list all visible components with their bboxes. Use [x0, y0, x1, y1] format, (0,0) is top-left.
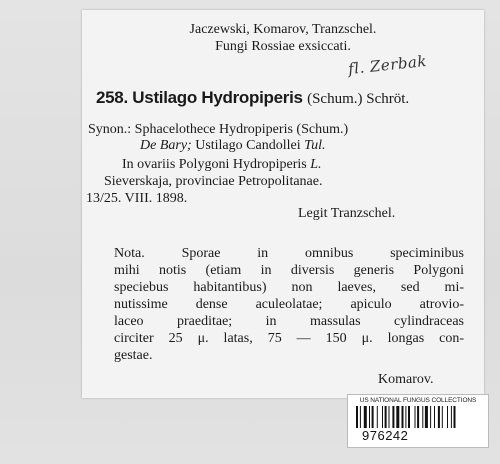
handwritten-annotation: fl. Zerbak: [347, 51, 428, 79]
synonym-authority-tul: Tul.: [304, 138, 326, 153]
nota-line-1: Nota. Sporae in omnibus speciminibus: [114, 246, 464, 261]
nota-line-6: circiter 25 μ. latas, 75 — 150 μ. longas con-: [114, 331, 464, 346]
barcode-number: 976242: [362, 428, 409, 443]
synonym-authority-debary: De Bary;: [140, 138, 192, 153]
habitat-text: In ovariis Polygoni Hydropiperis: [122, 157, 307, 172]
specimen-label: [82, 10, 484, 398]
collection-date: 13/25. VIII. 1898.: [86, 191, 188, 206]
barcode-label: [347, 394, 489, 448]
barcode-icon: [356, 406, 480, 428]
collector-line: Legit Tranzschel.: [298, 206, 396, 221]
specimen-title: [96, 88, 409, 108]
signature: Komarov.: [378, 372, 434, 387]
synonym-line-1: Synon.: Sphacelothece Hydropiperis (Schum.): [88, 122, 349, 137]
barcode-institution: US NATIONAL FUNGUS COLLECTIONS: [359, 397, 477, 404]
locality-line: Sieverskaja, provinciae Petropolitanae.: [104, 174, 323, 189]
label-header-series: Fungi Rossiae exsiccati.: [215, 39, 351, 54]
nota-line-2: mihi notis (etiam in diversis generis Polygoni: [114, 263, 464, 278]
synonym-line-2: [140, 138, 326, 154]
nota-line-4: nutissime dense aculeolatae; apiculo atrovio-: [114, 297, 464, 312]
species-authority: (Schum.) Schröt.: [307, 91, 410, 107]
nota-line-3: speciebus habitantibus) non laeves, sed mi-: [114, 280, 464, 295]
habitat-authority: L.: [310, 157, 322, 172]
habitat-line: [122, 157, 322, 173]
synonym-ustilago-candollei: Ustilago Candollei: [195, 138, 301, 153]
label-header-authors: Jaczewski, Komarov, Tranzschel.: [189, 22, 377, 37]
nota-line-7: gestae.: [114, 348, 153, 363]
nota-line-5: laceo praeditae; in massulas cylindraceas: [114, 314, 464, 329]
species-number-name: 258. Ustilago Hydropiperis: [96, 88, 303, 107]
